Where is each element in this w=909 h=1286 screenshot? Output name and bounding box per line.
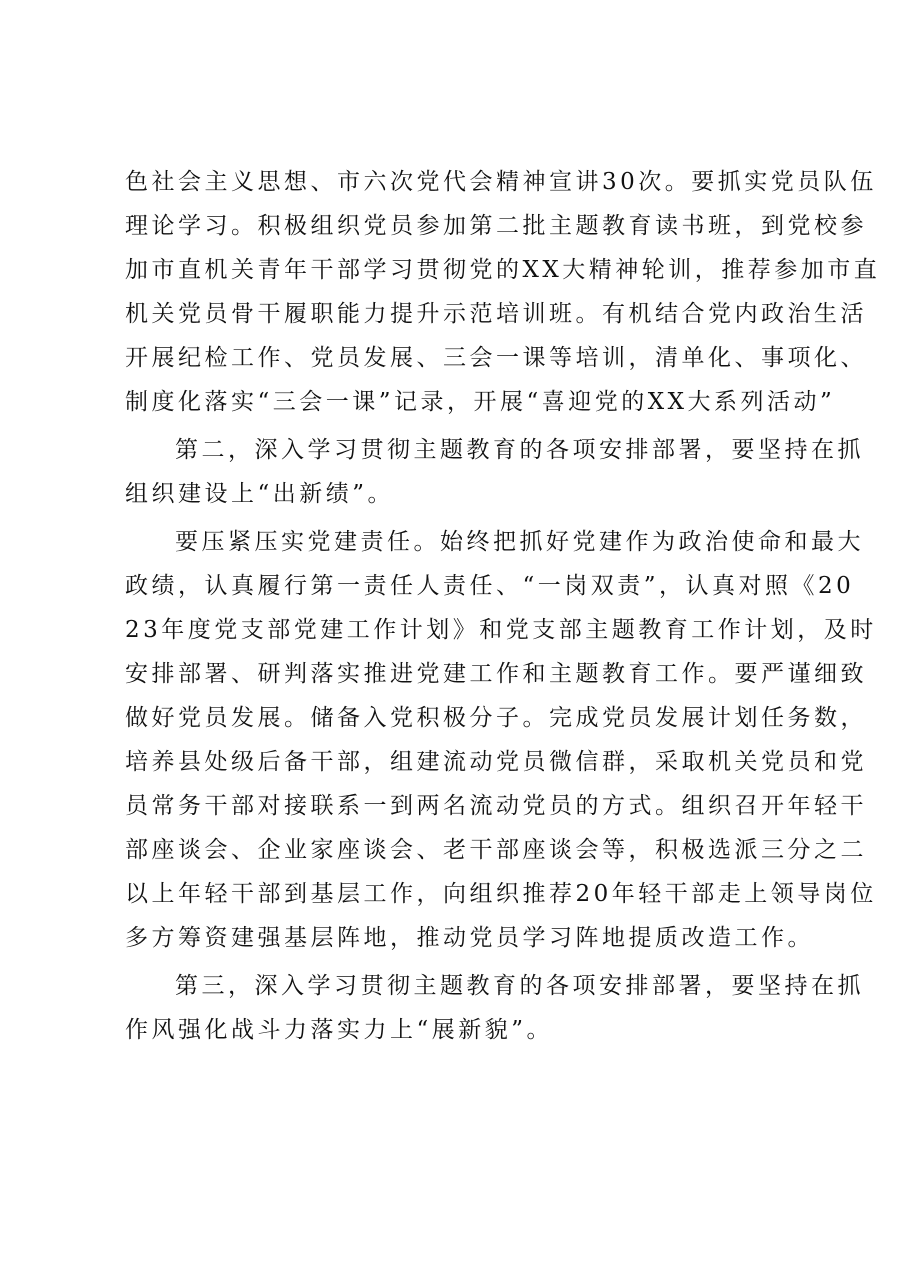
- text-line: 组织建设上“出新绩”。: [125, 481, 395, 507]
- text-line: 安排部署、研判落实推进党建工作和主题教育工作。要严谨细致: [125, 661, 867, 687]
- text-line: 部座谈会、企业家座谈会、老干部座谈会等，积极选派三分之二: [125, 837, 867, 863]
- text-line: 培养县处级后备干部，组建流动党员微信群，采取机关党员和党: [125, 749, 867, 775]
- text-line: 做好党员发展。储备入党积极分子。完成党员发展计划任务数，: [125, 705, 867, 731]
- text-line: 加市直机关青年干部学习贯彻党的XX大精神轮训，推荐参加市直: [125, 257, 881, 283]
- text-line: 以上年轻干部到基层工作，向组织推荐20年轻干部走上领导岗位: [125, 881, 877, 907]
- text-line: 机关党员骨干履职能力提升示范培训班。有机结合党内政治生活: [125, 301, 867, 327]
- text-line: 作风强化战斗力落实力上“展新貌”。: [125, 1017, 554, 1043]
- paragraph-heading-line: 第二，深入学习贯彻主题教育的各项安排部署，要坚持在抓: [175, 437, 864, 463]
- text-line: 开展纪检工作、党员发展、三会一课等培训，清单化、事项化、: [125, 345, 867, 371]
- text-line: 政绩，认真履行第一责任人责任、“一岗双责”，认真对照《20: [125, 573, 855, 599]
- paragraph-heading-line: 第三，深入学习贯彻主题教育的各项安排部署，要坚持在抓: [175, 973, 864, 999]
- document-body: [125, 160, 881, 1052]
- text-line: 制度化落实“三会一课”记录，开展“喜迎党的XX大系列活动”: [125, 389, 836, 415]
- text-line: 理论学习。积极组织党员参加第二批主题教育读书班，到党校参: [125, 213, 867, 239]
- text-line: 多方筹资建强基层阵地，推动党员学习阵地提质改造工作。: [125, 925, 814, 951]
- text-line: 员常务干部对接联系一到两名流动党员的方式。组织召开年轻干: [125, 793, 867, 819]
- text-line: 23年度党支部党建工作计划》和党支部主题教育工作计划，及时: [125, 617, 877, 643]
- paragraph-start-line: 要压紧压实党建责任。始终把抓好党建作为政治使命和最大: [175, 529, 864, 555]
- text-line: 色社会主义思想、市六次党代会精神宣讲30次。要抓实党员队伍: [125, 169, 877, 195]
